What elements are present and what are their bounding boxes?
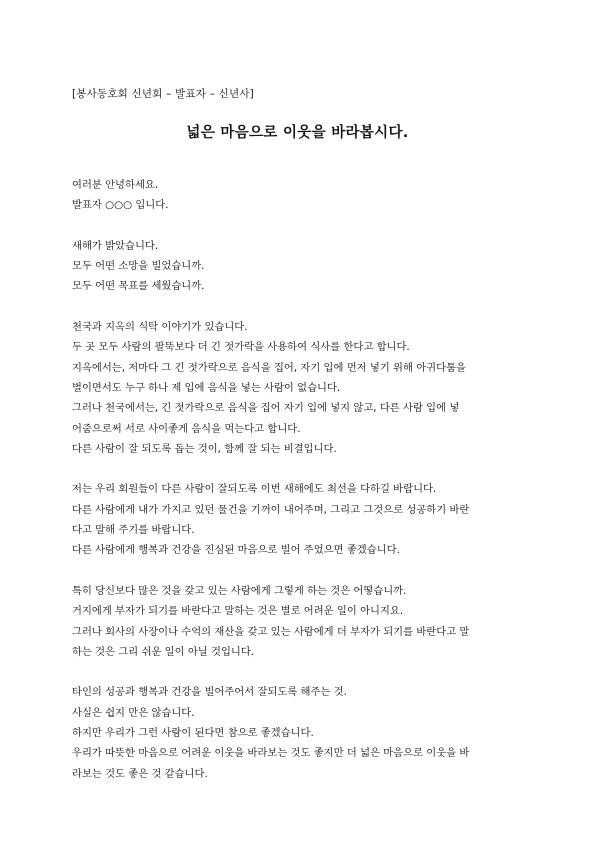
text-line: 모두 어떤 목표를 세웠습니까. bbox=[72, 280, 205, 293]
paragraph bbox=[72, 479, 527, 560]
text-line: 특히 당신보다 많은 것을 갖고 있는 사람에게 그렇게 하는 것은 어떻습니까. bbox=[72, 584, 407, 597]
document-header-label: [봉사동호회 신년회 – 발표자 – 신년사] bbox=[72, 88, 254, 100]
text-line: 라보는 것도 좋은 것 같습니다. bbox=[72, 767, 208, 780]
document-body bbox=[72, 175, 527, 804]
text-line: 거지에게 부자가 되기를 바란다고 말하는 것은 별로 어려운 일이 아니지요. bbox=[72, 605, 404, 618]
text-line: 두 곳 모두 사람의 팔뚝보다 더 긴 젓가락을 사용하여 식사를 한다고 합니다. bbox=[72, 341, 410, 354]
text-line: 천국과 지옥의 식탁 이야기가 있습니다. bbox=[72, 321, 248, 334]
text-line: 벌이면서도 누구 하나 제 입에 음식을 넣는 사람이 없습니다. bbox=[72, 381, 341, 394]
paragraph bbox=[72, 236, 527, 297]
paragraph bbox=[72, 581, 527, 662]
text-line: 새해가 밝았습니다. bbox=[72, 239, 159, 252]
text-line: 하지만 우리가 그런 사람이 된다면 참으로 좋겠습니다. bbox=[72, 727, 314, 740]
text-line: 다른 사람에게 내가 가지고 있던 물건을 기꺼이 내어주며, 그리고 그것으로 성공하기 바란 bbox=[72, 503, 470, 516]
text-line: 그러나 천국에서는, 긴 젓가락으로 음식을 집어 자기 입에 넣지 않고, 다른 사람 입에 넣 bbox=[72, 402, 460, 415]
text-line: 우리가 따뜻한 마음으로 어려운 이웃을 바라보는 것도 좋지만 더 넓은 마음으로 이웃을 바 bbox=[72, 747, 470, 760]
document-title: 넓은 마음으로 이웃을 바라봅시다. bbox=[186, 125, 409, 141]
text-line: 다른 사람에게 행복과 건강을 진심된 마음으로 빌어 주었으면 좋겠습니다. bbox=[72, 544, 400, 557]
text-line: 발표자 ○○○ 입니다. bbox=[72, 199, 169, 212]
text-line: 모두 어떤 소망을 빌었습니까. bbox=[72, 260, 205, 273]
text-line: 여러분 안녕하세요. bbox=[72, 179, 159, 191]
text-line: 저는 우리 회원들이 다른 사람이 잘되도록 이번 새해에도 최선을 다하길 바랍니다. bbox=[72, 483, 437, 496]
text-line: 하는 것은 그리 쉬운 일이 아닐 것입니다. bbox=[72, 645, 255, 658]
paragraph bbox=[72, 175, 527, 216]
text-line: 다른 사람이 잘 되도록 돕는 것이, 함께 잘 되는 비결입니다. bbox=[72, 442, 337, 455]
text-line: 다고 말해 주기를 바랍니다. bbox=[72, 524, 195, 537]
paragraph bbox=[72, 682, 527, 783]
text-line: 그러나 회사의 사장이나 수억의 재산을 갖고 있는 사람에게 더 부자가 되기를 바란다고 말 bbox=[72, 625, 470, 638]
text-line: 사실은 쉽지 만은 않습니다. bbox=[72, 706, 195, 719]
text-line: 타인의 성공과 행복과 건강을 빌어주어서 잘되도록 해주는 것. bbox=[72, 686, 347, 699]
text-line: 어줌으로써 서로 사이좋게 음식을 먹는다고 합니다. bbox=[72, 422, 301, 435]
text-line: 지옥에서는, 저마다 그 긴 젓가락으로 음식을 집어, 자기 입에 먼저 넣기 위해 아귀다툼을 bbox=[72, 361, 466, 374]
paragraph bbox=[72, 317, 527, 459]
